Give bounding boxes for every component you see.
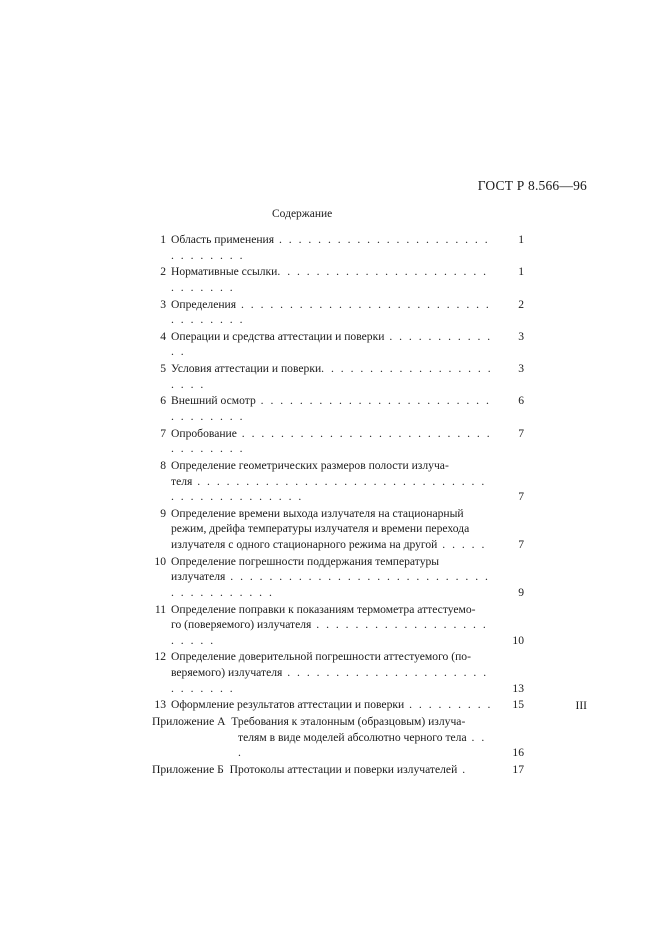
toc-entry-page: 9 [518, 585, 524, 599]
toc-entry-page: 7 [518, 538, 524, 552]
toc-leader: . . . . . [437, 538, 487, 552]
toc-entry-line: Определение геометрических размеров полости излуча- [171, 458, 449, 472]
toc-leader: . . . . . . . . . . . . . . . . . . . . . . . [171, 618, 488, 647]
toc-entry-page: 3 [518, 362, 524, 376]
toc-entry-line: Оформление результатов аттестации и поверки [171, 698, 405, 712]
toc-appendix-entry[interactable] [152, 714, 524, 761]
toc-entry[interactable] [152, 458, 524, 505]
toc-entry-page: 2 [518, 297, 524, 311]
table-of-contents [152, 232, 524, 779]
toc-entry-title [171, 506, 498, 553]
toc-entry-line: Условия аттестации и поверки [171, 362, 322, 376]
toc-entry-number: 13 [154, 698, 166, 712]
toc-entry-line: Область применения [171, 233, 275, 246]
toc-leader: . . . [238, 730, 487, 760]
toc-leader: . . . . . . . . . . . . . . . . . . . . . . . . . . . . . . . . . . . . . . [171, 570, 490, 599]
toc-entry[interactable] [152, 554, 524, 601]
toc-entry-line: излучателя [171, 570, 226, 584]
toc-entry-number: 1 [160, 233, 166, 246]
standard-number: ГОСТ Р 8.566—96 [477, 178, 587, 193]
toc-leader: . . . . . . . . . . . . . [171, 329, 493, 359]
toc-entry[interactable] [152, 232, 524, 263]
toc-leader: . . . . . . . . . . . . . . . . . . . . . . [171, 362, 493, 391]
toc-leader: . . . . . . . . . . . . . . . . . . . . . . . . . . . . . . . . . . [171, 297, 491, 327]
toc-entry[interactable] [152, 602, 524, 649]
toc-entry-title [171, 297, 498, 328]
toc-entry-page: 6 [518, 394, 524, 408]
toc-entry[interactable] [152, 393, 524, 424]
toc-entry-number: 10 [154, 554, 166, 568]
toc-entry-page: 13 [512, 681, 524, 695]
toc-leader: . . . . . . . . . . . . . . . . . . . . . . . . . . . . . . . . . . . . . . . . . . . . [171, 474, 487, 504]
toc-entry-line: веряемого) излучателя [171, 666, 283, 680]
toc-entry-title [171, 602, 498, 649]
toc-entry-line: го (поверяемого) излучателя [171, 618, 312, 632]
toc-entry-title [171, 232, 498, 263]
toc-entry-number: 5 [160, 362, 166, 376]
toc-entry-number: 7 [160, 426, 166, 440]
toc-entry-title [171, 393, 498, 424]
toc-entry-page: 17 [512, 762, 524, 776]
toc-entry-title [171, 697, 498, 713]
toc-appendix-label: Приложение А [152, 715, 226, 729]
toc-entry-line: Определение времени выхода излучателя на стационарный [171, 506, 464, 520]
toc-entry-line: Определение погрешности поддержания температуры [171, 554, 440, 568]
toc-entry-line: Внешний осмотр [171, 394, 256, 408]
toc-appendix-title [152, 714, 498, 761]
page-folio: III [575, 700, 587, 712]
toc-entry-title [171, 329, 498, 360]
toc-entry-line: телям в виде моделей абсолютно черного тела [238, 730, 467, 744]
toc-entry-page: 15 [512, 698, 524, 712]
toc-entry-number: 4 [160, 329, 166, 343]
toc-entry-number: 6 [160, 394, 166, 408]
toc-entry-line: Определение доверительной погрешности аттестуемого (по- [171, 650, 471, 664]
toc-entry-line: излучателя с одного стационарного режима на другой [171, 538, 438, 552]
toc-entry-page: 16 [512, 746, 524, 760]
toc-entry-title [171, 649, 498, 696]
toc-leader: . . . . . . . . . . . . . . . . . . . . . . . . . . . . . . . . [171, 394, 491, 423]
toc-entry[interactable] [152, 649, 524, 696]
toc-entry[interactable] [152, 297, 524, 328]
toc-entry-title [171, 458, 498, 505]
toc-entry-line: Опробование [171, 426, 237, 440]
toc-entry-line: Операции и средства аттестации и поверки [171, 329, 385, 343]
toc-entry-page: 7 [518, 426, 524, 440]
toc-entry-page: 7 [518, 490, 524, 504]
toc-entry-page: 1 [518, 233, 524, 246]
toc-entry-number: 9 [160, 506, 166, 520]
toc-entry-title [171, 554, 498, 601]
toc-entry-number: 11 [154, 602, 166, 616]
toc-entry-number: 2 [160, 265, 166, 279]
toc-entry-line: Нормативные ссылки [171, 265, 278, 279]
toc-entry-page: 1 [518, 265, 524, 279]
toc-leader: . . . . . . . . . . . . . . . . . . . . . . . . . . . . [171, 666, 489, 695]
toc-entry-line: теля [171, 474, 193, 488]
toc-entry-line: Требования к эталонным (образцовым) излуча- [231, 715, 466, 729]
toc-entry-number: 12 [154, 650, 166, 664]
toc-entry-title [171, 361, 498, 392]
toc-entry-page: 10 [512, 633, 524, 647]
toc-entry-number: 3 [160, 297, 166, 311]
toc-leader: . . . . . . . . . . . . . . . . . . . . . . . . . . . . . [171, 265, 489, 294]
toc-entry-line: Протоколы аттестации и поверки излучателей [229, 762, 458, 776]
toc-leader: . . . . . . . . . . . . . . . . . . . . . . . . . . . . . . . . . . [171, 426, 492, 456]
toc-entry[interactable] [152, 329, 524, 360]
toc-entry[interactable] [152, 506, 524, 553]
toc-appendix-label: Приложение Б [152, 762, 224, 776]
toc-entry-title [171, 426, 498, 457]
toc-entry-page: 3 [518, 329, 524, 343]
toc-entry-title [171, 264, 498, 295]
toc-entry[interactable] [152, 264, 524, 295]
toc-leader: . [457, 762, 468, 776]
toc-entry-line: режим, дрейфа температуры излучателя и времени перехода [171, 522, 470, 536]
toc-appendix-title [152, 762, 498, 778]
toc-entry-number: 8 [160, 458, 166, 472]
toc-appendix-entry[interactable] [152, 762, 524, 778]
toc-entry[interactable] [152, 426, 524, 457]
toc-entry[interactable] [152, 697, 524, 713]
toc-leader: . . . . . . . . . . . . . . . . . . . . . . . . . . . . . . [171, 233, 490, 262]
toc-leader: . . . . . . . . . [404, 698, 493, 712]
toc-entry-line: Определение поправки к показаниям термометра аттестуемо- [171, 602, 476, 616]
toc-entry[interactable] [152, 361, 524, 392]
toc-heading: Содержание [272, 208, 333, 220]
toc-entry-line: Определения [171, 297, 237, 311]
